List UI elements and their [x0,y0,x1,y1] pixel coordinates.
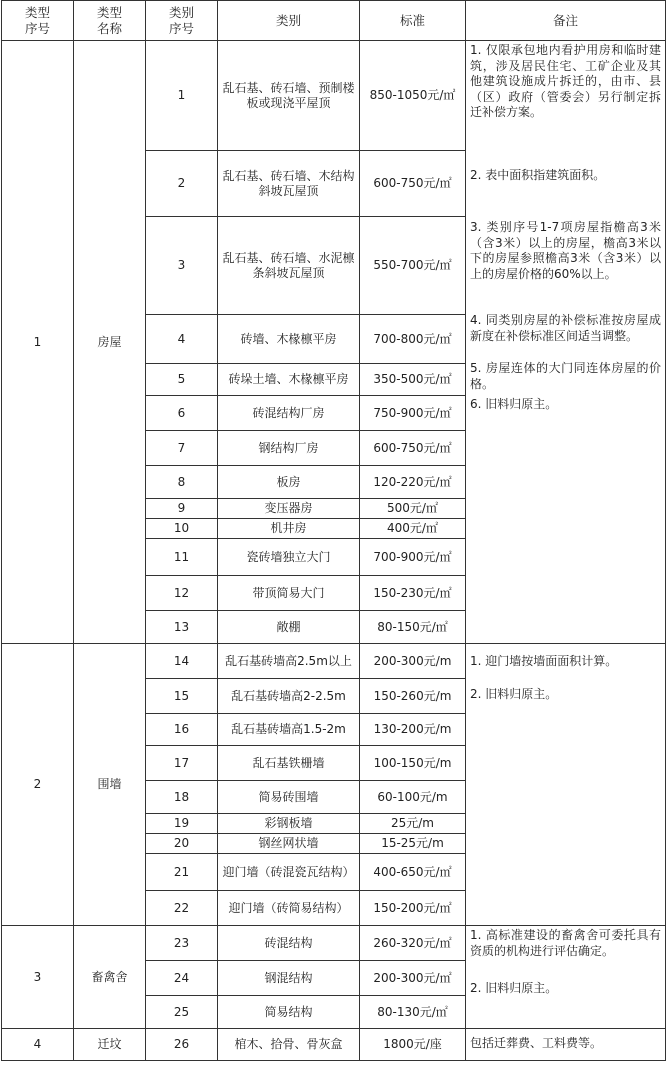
category-no-cell: 3 [146,217,218,315]
category-cell: 钢丝网状墙 [218,834,360,854]
remark-note: 1. 迎门墙按墙面面积计算。 [470,654,618,668]
category-cell: 砖混结构 [218,926,360,961]
category-cell: 变压器房 [218,499,360,519]
remark-note: 3. 类别序号1-7项房屋指檐高3米（含3米）以上的房屋，檐高3米以下的房屋参照檐高3米（含3米）以上的房屋价格的60%以上。 [470,220,661,281]
table-row [2,926,666,961]
category-cell: 钢混结构 [218,961,360,996]
category-no-cell: 24 [146,961,218,996]
standard-cell: 150-230元/㎡ [360,576,466,611]
remark-note: 包括迁葬费、工料费等。 [470,1036,603,1050]
standard-cell: 80-150元/㎡ [360,611,466,644]
category-cell: 迎门墙（砖混瓷瓦结构） [218,854,360,891]
standard-cell: 700-900元/㎡ [360,539,466,576]
category-no-cell: 25 [146,996,218,1029]
category-no-cell: 10 [146,519,218,539]
compensation-table [1,0,666,1061]
standard-cell: 200-300元/㎡ [360,961,466,996]
standard-cell: 150-200元/㎡ [360,891,466,926]
category-no-cell: 16 [146,714,218,746]
category-no-cell: 20 [146,834,218,854]
category-no-cell: 7 [146,431,218,466]
type-name-cell: 围墙 [74,644,146,926]
category-no-cell: 26 [146,1029,218,1061]
type-no-cell: 1 [2,41,74,644]
standard-cell: 60-100元/m [360,781,466,814]
category-no-cell: 23 [146,926,218,961]
standard-cell: 600-750元/㎡ [360,151,466,217]
type-no-cell: 4 [2,1029,74,1061]
category-cell: 乱石基、砖石墙、预制楼板或现浇平屋顶 [218,41,360,151]
category-no-cell: 2 [146,151,218,217]
standard-cell: 400元/㎡ [360,519,466,539]
standard-cell: 25元/m [360,814,466,834]
remark-cell [466,41,666,644]
remark-cell [466,926,666,1029]
remark-note: 1. 高标准建设的畜禽舍可委托具有资质的机构进行评估确定。 [470,928,661,958]
header-category: 类别 [218,1,360,41]
standard-cell: 80-130元/㎡ [360,996,466,1029]
category-no-cell: 4 [146,315,218,364]
standard-cell: 500元/㎡ [360,499,466,519]
standard-cell: 350-500元/㎡ [360,364,466,396]
header-type-name: 类型 名称 [74,1,146,41]
remark-note: 4. 同类别房屋的补偿标准按房屋成新度在补偿标准区间适当调整。 [470,313,661,343]
category-no-cell: 13 [146,611,218,644]
standard-cell: 850-1050元/㎡ [360,41,466,151]
category-no-cell: 8 [146,466,218,499]
category-cell: 板房 [218,466,360,499]
category-cell: 简易砖围墙 [218,781,360,814]
header-standard: 标准 [360,1,466,41]
standard-cell: 200-300元/m [360,644,466,679]
category-cell: 乱石基砖墙高1.5-2m [218,714,360,746]
category-no-cell: 15 [146,679,218,714]
standard-cell: 15-25元/m [360,834,466,854]
header-type-no: 类型 序号 [2,1,74,41]
type-name-cell: 房屋 [74,41,146,644]
category-no-cell: 6 [146,396,218,431]
remark-note: 2. 旧料归原主。 [470,981,558,995]
category-cell: 棺木、拾骨、骨灰盒 [218,1029,360,1061]
category-no-cell: 1 [146,41,218,151]
category-no-cell: 5 [146,364,218,396]
standard-cell: 260-320元/㎡ [360,926,466,961]
standard-cell: 130-200元/m [360,714,466,746]
category-no-cell: 19 [146,814,218,834]
category-no-cell: 9 [146,499,218,519]
type-name-cell: 迁坟 [74,1029,146,1061]
category-cell: 砖混结构厂房 [218,396,360,431]
remark-note: 1. 仅限承包地内看护用房和临时建筑，涉及居民住宅、工矿企业及其他建筑设施成片拆迁的，由市、县（区）政府（管委会）另行制定拆迁补偿方案。 [470,43,661,119]
category-no-cell: 18 [146,781,218,814]
category-cell: 迎门墙（砖简易结构） [218,891,360,926]
remark-note: 6. 旧料归原主。 [470,397,558,411]
category-cell: 乱石基砖墙高2-2.5m [218,679,360,714]
standard-cell: 600-750元/㎡ [360,431,466,466]
category-cell: 简易结构 [218,996,360,1029]
table-row [2,41,666,151]
table-row [2,1029,666,1061]
category-cell: 机井房 [218,519,360,539]
header-remark: 备注 [466,1,666,41]
standard-cell: 700-800元/㎡ [360,315,466,364]
category-no-cell: 12 [146,576,218,611]
category-no-cell: 11 [146,539,218,576]
type-no-cell: 2 [2,644,74,926]
category-cell: 乱石基铁栅墙 [218,746,360,781]
category-no-cell: 22 [146,891,218,926]
category-cell: 乱石基、砖石墙、水泥檩条斜坡瓦屋顶 [218,217,360,315]
standard-cell: 120-220元/㎡ [360,466,466,499]
category-cell: 乱石基、砖石墙、木结构斜坡瓦屋顶 [218,151,360,217]
category-no-cell: 14 [146,644,218,679]
standard-cell: 150-260元/m [360,679,466,714]
category-cell: 敞棚 [218,611,360,644]
category-cell: 乱石基砖墙高2.5m以上 [218,644,360,679]
standard-cell: 100-150元/m [360,746,466,781]
standard-cell: 1800元/座 [360,1029,466,1061]
category-cell: 砖墙、木椽檩平房 [218,315,360,364]
category-cell: 砖垛土墙、木椽檩平房 [218,364,360,396]
header-row [2,1,666,41]
category-cell: 彩钢板墙 [218,814,360,834]
remark-cell [466,644,666,926]
remark-cell [466,1029,666,1061]
type-name-cell: 畜禽舍 [74,926,146,1029]
category-no-cell: 21 [146,854,218,891]
category-cell: 带顶简易大门 [218,576,360,611]
remark-note: 5. 房屋连体的大门同连体房屋的价格。 [470,361,661,391]
type-no-cell: 3 [2,926,74,1029]
table-row [2,644,666,679]
standard-cell: 750-900元/㎡ [360,396,466,431]
remark-note: 2. 表中面积指建筑面积。 [470,168,606,182]
standard-cell: 400-650元/㎡ [360,854,466,891]
category-cell: 瓷砖墙独立大门 [218,539,360,576]
category-cell: 钢结构厂房 [218,431,360,466]
remark-note: 2. 旧料归原主。 [470,687,558,701]
header-cat-no: 类别 序号 [146,1,218,41]
standard-cell: 550-700元/㎡ [360,217,466,315]
category-no-cell: 17 [146,746,218,781]
